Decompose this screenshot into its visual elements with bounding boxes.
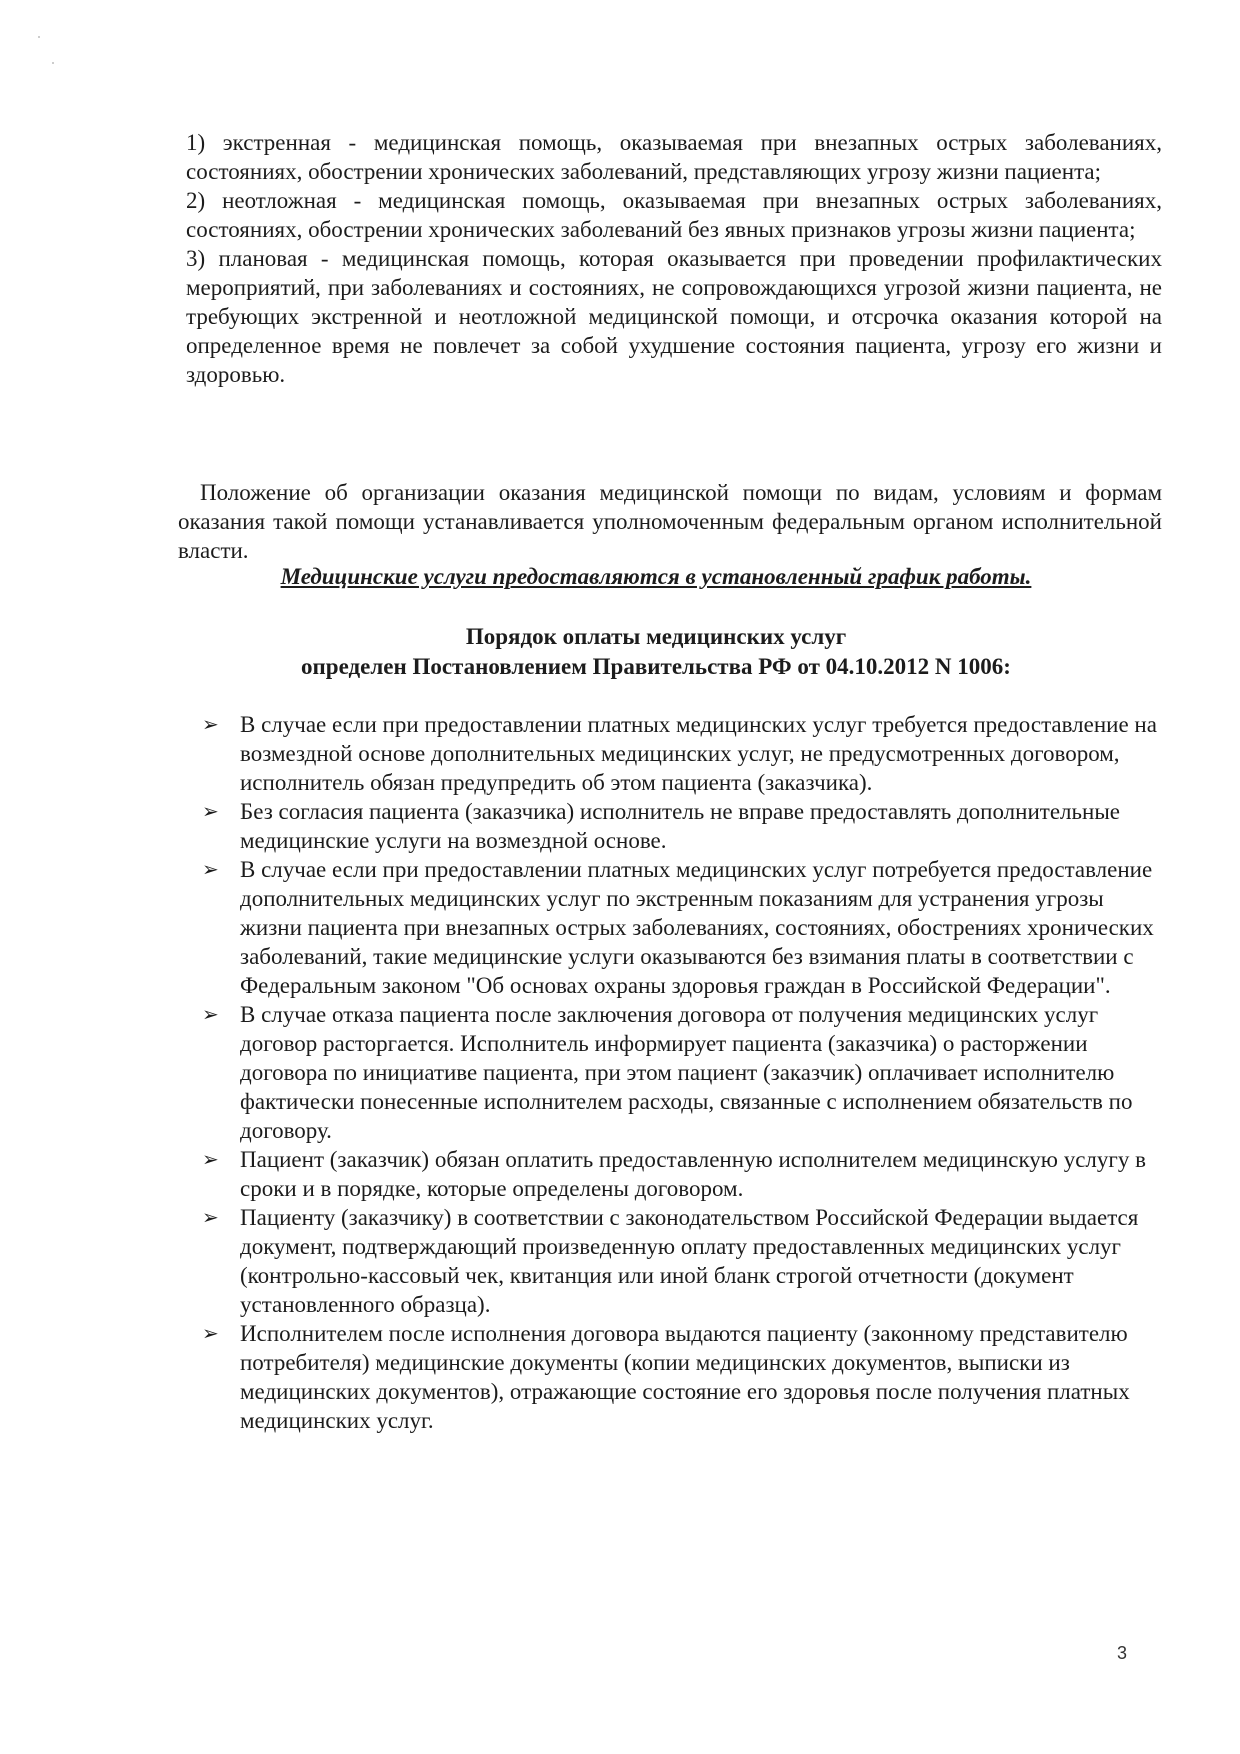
- care-type-urgent: 2) неотложная - медицинская помощь, оказываемая при внезапных острых заболеваниях, состояниях, обострении хронических заболеваний без явных признаков угрозы жизни пациента;: [186, 188, 1162, 242]
- payment-rule: [202, 1203, 1160, 1319]
- arrow-bullet-icon: ➢: [202, 712, 219, 736]
- payment-rule-text: Пациенту (заказчику) в соответствии с законодательством Российской Федерации выдается документ, подтверждающий произведенную оплату предоставленных медицинских услуг (контрольно-кассовый чек, квитанция или иной бланк строгой отчетности (документ установленного образца).: [240, 1205, 1139, 1317]
- care-types-list: [186, 128, 1162, 389]
- schedule-note: Медицинские услуги предоставляются в установленный график работы.: [280, 564, 1032, 589]
- payment-rule: [202, 855, 1160, 1000]
- payment-heading-line2: определен Постановлением Правительства РФ от 04.10.2012 N 1006:: [301, 654, 1011, 679]
- page-number: 3: [1117, 1643, 1128, 1663]
- care-type-planned: 3) плановая - медицинская помощь, которая оказывается при проведении профилактических мероприятий, при заболеваниях и состояниях, не сопровождающихся угрозой жизни пациента, не требующих экстренной и неотложной медицинской помощи, и отсрочка оказания которой на определенное время не повлечет за собой ухудшение состояния пациента, угрозу его жизни и здоровью.: [186, 246, 1162, 387]
- arrow-bullet-icon: ➢: [202, 1205, 219, 1229]
- payment-rule: [202, 1319, 1160, 1435]
- arrow-bullet-icon: ➢: [202, 857, 219, 881]
- arrow-bullet-icon: ➢: [202, 1147, 219, 1171]
- regulation-paragraph: Положение об организации оказания медицинской помощи по видам, условиям и формам оказания такой помощи устанавливается уполномоченным федеральным органом исполнительной власти.: [178, 480, 1162, 563]
- payment-rule: [202, 1145, 1160, 1203]
- payment-rule-text: В случае если при предоставлении платных медицинских услуг требуется предоставление на возмездной основе дополнительных медицинских услуг, не предусмотренных договором, исполнитель обязан предупредить об этом пациента (заказчика).: [240, 712, 1157, 795]
- payment-rule-text: Без согласия пациента (заказчика) исполнитель не вправе предоставлять дополнительные медицинские услуги на возмездной основе.: [240, 799, 1120, 853]
- payment-rule-text: Пациент (заказчик) обязан оплатить предоставленную исполнителем медицинскую услугу в сроки и в порядке, которые определены договором.: [240, 1147, 1146, 1201]
- payment-rule-text: Исполнителем после исполнения договора выдаются пациенту (законному представителю потребителя) медицинские документы (копии медицинских документов, выписки из медицинских документов), отражающие состояние его здоровья после получения платных медицинских услуг.: [240, 1321, 1130, 1433]
- payment-rule: [202, 710, 1160, 797]
- payment-rule: [202, 797, 1160, 855]
- arrow-bullet-icon: ➢: [202, 799, 219, 823]
- payment-heading-line1: Порядок оплаты медицинских услуг: [465, 624, 847, 649]
- care-type-emergency: 1) экстренная - медицинская помощь, оказываемая при внезапных острых заболеваниях, состояниях, обострении хронических заболеваний, представляющих угрозу жизни пациента;: [186, 130, 1162, 184]
- payment-heading: [150, 622, 1162, 682]
- payment-rule-text: В случае отказа пациента после заключения договора от получения медицинских услуг договор расторгается. Исполнитель информирует пациента (заказчика) о расторжении договора по инициативе пациента, при этом пациент (заказчик) оплачивает исполнителю фактически понесенные исполнителем расходы, связанные с исполнением обязательств по договору.: [240, 1002, 1133, 1143]
- scan-speck: [52, 62, 54, 64]
- payment-rules-list: [202, 710, 1160, 1435]
- scan-speck: [38, 36, 40, 38]
- payment-rule-text: В случае если при предоставлении платных медицинских услуг потребуется предоставление дополнительных медицинских услуг по экстренным показаниям для устранения угрозы жизни пациента при внезапных острых заболеваниях, состояниях, обострениях хронических заболеваний, такие медицинские услуги оказываются без взимания платы в соответствии с Федеральным законом "Об основах охраны здоровья граждан в Российской Федерации".: [240, 857, 1154, 998]
- arrow-bullet-icon: ➢: [202, 1002, 219, 1026]
- arrow-bullet-icon: ➢: [202, 1321, 219, 1345]
- payment-rule: [202, 1000, 1160, 1145]
